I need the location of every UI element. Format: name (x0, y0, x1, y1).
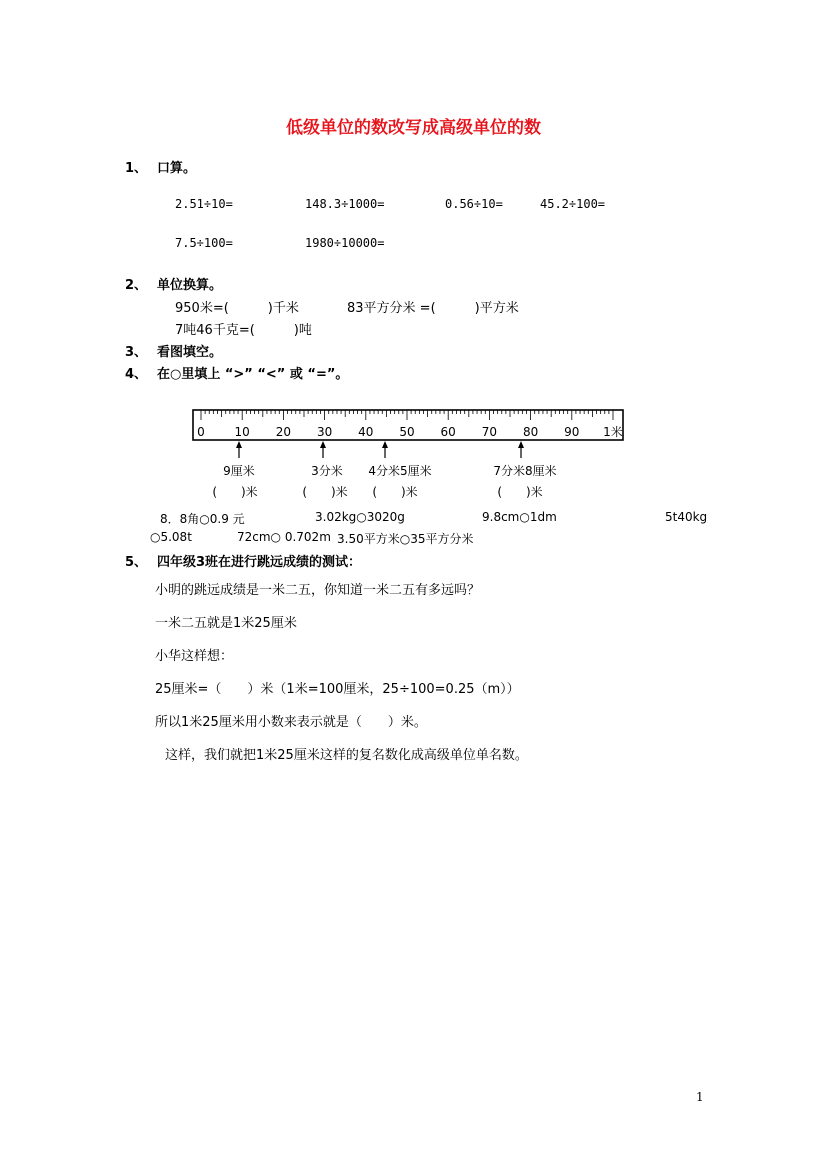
compare-item: 3.02kg○3020g (315, 510, 405, 524)
mark-label: 3分米 (311, 464, 343, 478)
q1-heading: 口算。 (157, 161, 197, 176)
mark-label: 7分米8厘米 (493, 464, 557, 478)
arrow-up-icon (236, 441, 242, 448)
arrow-up-icon (320, 441, 326, 448)
ruler-tick-label: 60 (440, 425, 456, 439)
compare-item: ○5.08t (150, 530, 192, 544)
q5-line: 小明的跳远成绩是一米二五，你知道一米二五有多远吗？ (155, 583, 481, 598)
ruler-tick-label: 70 (481, 425, 498, 439)
q2-heading: 单位换算。 (157, 278, 223, 293)
compare-item: 5t40kg (665, 510, 708, 524)
compare-item: 8．8角○0.9 元 (160, 512, 245, 526)
q5-line: 这样，我们就把1米25厘米这样的复名数化成高级单位单名数。 (165, 748, 528, 763)
ruler-tick-label: 20 (275, 425, 292, 439)
mark-blank: ( )米 (302, 485, 348, 499)
q2-item: 7吨46千克=( )吨 (175, 323, 312, 338)
q3-number: 3、 (125, 345, 148, 360)
compare-item: 9.8cm○1dm (482, 510, 557, 524)
compare-item: 3.50平方米○35平方分米 (337, 532, 474, 546)
mark-label: 4分米5厘米 (368, 464, 432, 478)
q2-item: 950米=( )千米 (175, 301, 299, 316)
mark-blank: ( )米 (497, 485, 543, 499)
arrow-up-icon (382, 441, 388, 448)
q5-line: 一米二五就是1米25厘米 (155, 616, 297, 631)
q4-heading: 在○里填上 “>” “<” 或 “=”。 (157, 367, 349, 382)
q2-item: 83平方分米 =( )平方米 (347, 301, 519, 316)
q5-line: 25厘米=（ ）米（1米=100厘米，25÷100=0.25（m）） (155, 682, 520, 697)
q5-line: 小华这样想： (155, 649, 234, 664)
ruler-tick-label: 80 (522, 425, 539, 439)
mark-label: 9厘米 (223, 464, 255, 478)
ruler-tick-label: 0 (197, 425, 205, 439)
q5-line: 所以1米25厘米用小数来表示就是（ ）米。 (155, 715, 427, 730)
q1-item: 148.3÷1000= (305, 197, 385, 211)
page-number: 1 (696, 1090, 704, 1104)
mark-blank: ( )米 (212, 485, 258, 499)
q1-item: 0.56÷10= (445, 197, 503, 211)
mark-blank: ( )米 (372, 485, 418, 499)
ruler-figure (185, 400, 635, 510)
q1-item: 1980÷10000= (305, 236, 385, 250)
ruler-labels (197, 424, 623, 439)
ruler-tick-label: 1米 (603, 425, 623, 439)
ruler-tick-label: 50 (399, 425, 415, 439)
q3-heading: 看图填空。 (157, 345, 223, 360)
ruler-arrows (236, 441, 524, 458)
ruler-ticks (201, 410, 613, 420)
q1-item: 45.2÷100= (540, 197, 606, 211)
q4-number: 4、 (125, 367, 148, 382)
q2-number: 2、 (125, 278, 148, 293)
q1-item: 2.51÷10= (175, 197, 233, 211)
ruler-tick-label: 90 (564, 425, 580, 439)
ruler-tick-label: 10 (234, 425, 250, 439)
q5-heading: 四年级3班在进行跳远成绩的测试： (157, 555, 362, 570)
q1-item: 7.5÷100= (175, 236, 233, 250)
compare-item: 72cm○ 0.702m (237, 530, 331, 544)
q1-number: 1、 (125, 161, 148, 176)
ruler-tick-label: 40 (358, 425, 374, 439)
ruler-tick-label: 30 (316, 425, 333, 439)
arrow-up-icon (518, 441, 524, 448)
q5-number: 5、 (125, 555, 148, 570)
page-title: 低级单位的数改写成高级单位的数 (286, 118, 541, 138)
